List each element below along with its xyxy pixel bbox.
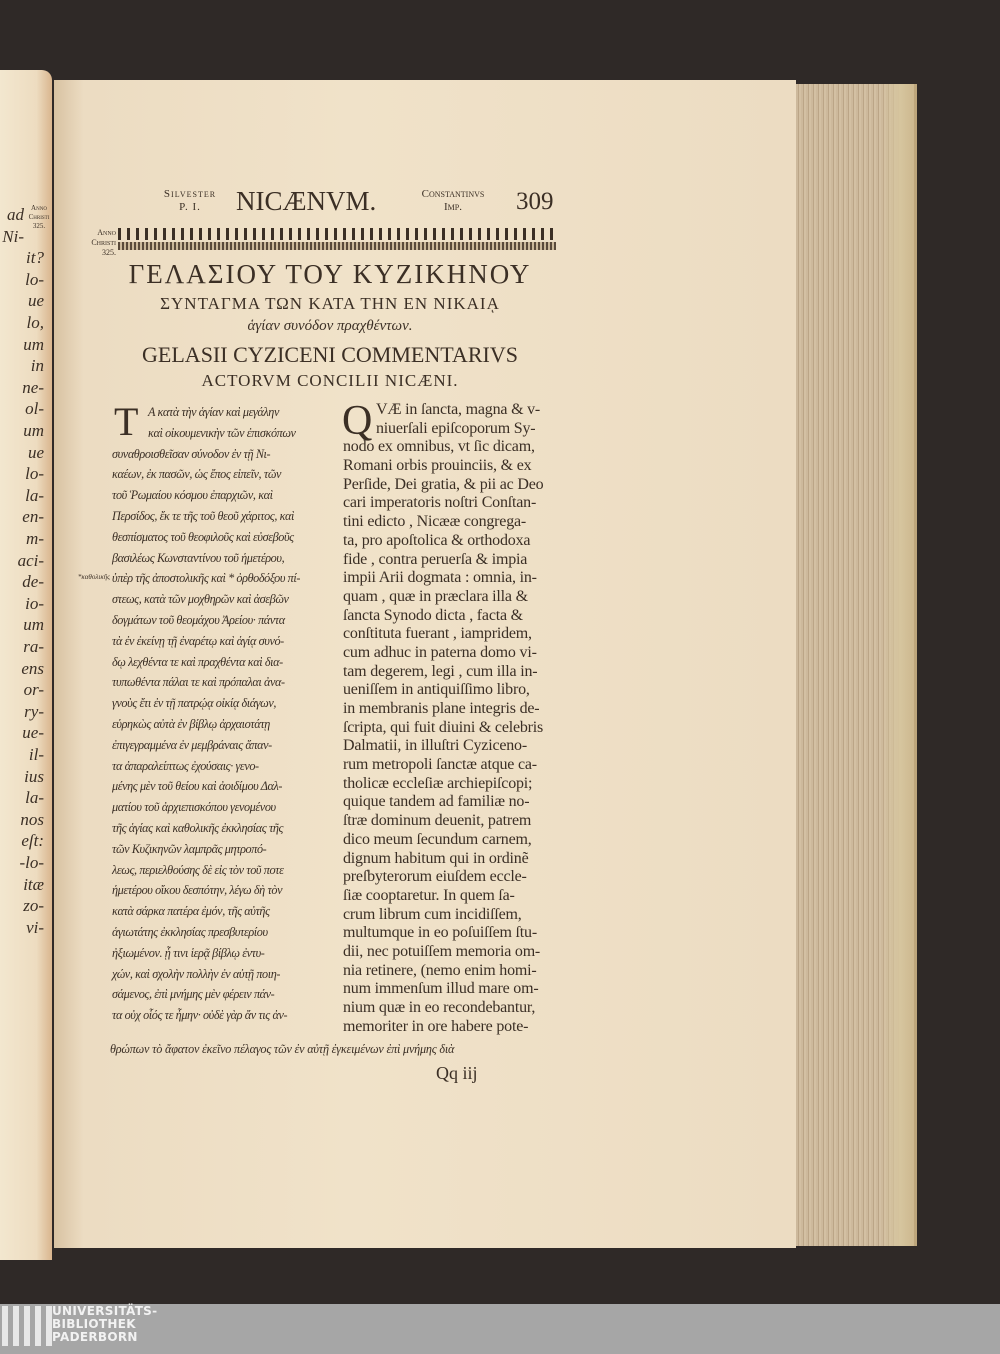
left-page-fragment: ius: [24, 766, 44, 786]
latin-text-line: dignum habitum qui in ordinẽ: [343, 849, 529, 867]
greek-text-line: δῳ λεχθέντα τε καὶ πραχθέντα καὶ δια-: [112, 654, 283, 669]
latin-text-line: nium quæ in eo recondebantur,: [343, 999, 536, 1016]
latin-text-line: Dalmatii, in illuſtri Cyziceno-: [343, 737, 527, 755]
left-page-fragment: Ni-: [2, 226, 24, 246]
page-number: 309: [516, 188, 554, 215]
left-page-fragment: de-: [22, 572, 44, 592]
running-head-title: NICÆNVM.: [236, 186, 377, 216]
latin-text-line: impii Arii dogmata : omnia, in-: [343, 569, 537, 587]
greek-margin-note: *καθολικῆς: [77, 573, 110, 581]
greek-text-column: [112, 399, 340, 1026]
anno-label: Anno: [31, 204, 47, 212]
library-logo-icon: [2, 1306, 52, 1350]
latin-text-line: Perſide, Dei gratia, & pii ac Deo: [343, 475, 544, 493]
greek-text-line: λεως, περιελθούσης δὲ εἰς τὸν τοῦ ποτε: [112, 862, 284, 877]
anno-christi-note: [56, 228, 116, 258]
latin-text-line: dico meum ſecundum carnem,: [343, 830, 532, 848]
latin-text-line: ſtræ dominum deuenit, patrem: [343, 812, 532, 830]
left-page-anno-christi: [26, 204, 52, 231]
latin-text-line: tholicæ eccleſiæ archiepiſcopi;: [343, 774, 533, 792]
left-page-fragment: vi-: [26, 917, 44, 937]
greek-text-line: καέων, ἐκ πασῶν, ὡς ἔπος εἰπεῖν, τῶν: [112, 467, 282, 482]
left-page-fragment: ue: [27, 442, 44, 462]
left-page-fragment: ra-: [23, 637, 44, 656]
left-page-fragment: m-: [26, 529, 44, 548]
left-page-fragment: en-: [22, 507, 44, 527]
logo-line-2: BIBLIOTHEK: [52, 1317, 136, 1331]
latin-title-line-2: ACTORVM CONCILII NICÆNI.: [201, 371, 459, 390]
left-page-fragment: ens: [21, 658, 44, 678]
left-page-fragment: eſt:: [21, 831, 44, 851]
greek-text-line: ἡμετέρου οἴκου δεσπότην, λέγω δὴ τὸν: [112, 883, 283, 898]
greek-title-line-1: ΓΕΛΑΣΙΟΥ ΤΟΥ ΚΥΖΙΚΗΝΟΥ: [128, 259, 532, 289]
left-page-fragment: lo,: [26, 313, 44, 332]
latin-text-line: fide , contra peruerſa & impia: [343, 550, 528, 568]
latin-text-line: num immenſum illud mare om-: [343, 980, 539, 998]
latin-text-line: preſbyterorum eiuſdem eccle-: [343, 868, 527, 886]
greek-text-line: χών, καὶ σχολὴν πολλὴν ἐν αὐτῇ ποιη-: [112, 966, 281, 981]
greek-text-line: ὑπὲρ τῆς ἀποστολικῆς καὶ * ὀρθοδόξου πί-: [112, 571, 301, 586]
left-page-fragment: nos: [20, 809, 44, 829]
left-page-fragment: io-: [25, 593, 44, 613]
latin-text-line: rum metropoli ſanctæ atque ca-: [343, 756, 537, 774]
christi-label: Christi: [28, 213, 50, 221]
latin-text-line: crum librum cum incidiſſem,: [343, 905, 522, 923]
latin-text-line: tini edicto , Nicææ congrega-: [343, 513, 527, 531]
running-head-emperor: Constantinvs: [421, 188, 485, 200]
latin-text-line: multumque in eo poſuiſſem ſtu-: [343, 924, 537, 942]
logo-line-1: UNIVERSITÄTS-: [52, 1304, 158, 1318]
decorative-ornament-band: [118, 228, 556, 250]
library-logo-text: [52, 1305, 157, 1344]
latin-text-line: ſiæ cooptaretur. In quem ſa-: [343, 886, 515, 904]
left-page-fragment: or-: [23, 680, 44, 700]
left-page-fragment: in: [30, 356, 44, 376]
latin-text-line: VÆ in ſancta, magna & v-: [376, 401, 541, 418]
latin-text-line: ueniſſem in antiquiſſimo libro,: [343, 681, 530, 699]
latin-text-line: tam degerem, legi , cum illa in-: [343, 662, 538, 680]
greek-text-line: τυπωθέντα πάλαι τε καὶ πρόπαλαι ἀνα-: [112, 675, 285, 690]
latin-text-line: ta, pro apoſtolica & orthodoxa: [343, 531, 531, 549]
greek-last-line: θρώπων τὸ ἄφατον ἐκεῖνο πέλαγος τῶν ἐν αὐτῇ ἐγκειμένων ἐπὶ μνήμης διὰ: [110, 1042, 455, 1056]
greek-text-line: στεως, κατὰ τῶν μοχθηρῶν καὶ ἀσεβῶν: [112, 592, 289, 607]
greek-text-line: σάμενος, ἐπὶ μνήμης μὲν φέρειν πάν-: [112, 987, 275, 1002]
left-page-fragment: lo-: [25, 269, 44, 289]
greek-text-line: τῶν Κυζικηνῶν λαμπρᾶς μητροπό-: [112, 841, 267, 856]
running-head-pope: Silvester: [163, 188, 217, 200]
left-page-fragment: ad: [7, 205, 24, 224]
left-page-fragment: it?: [26, 248, 44, 268]
greek-text-line: ἐπιγεγραμμένα ἐν μεμβράναις ἅπαν-: [112, 737, 272, 752]
running-head-right: [400, 188, 506, 214]
latin-text-line: dii, nec potuiſſem memoria om-: [343, 942, 541, 960]
left-page-fragment: ne-: [22, 377, 44, 397]
left-page-fragment: il-: [28, 745, 44, 764]
greek-text-line: τὰ ἐν ἐκείνῃ τῇ ἐναρέτῳ καὶ ἁγίᾳ συνό-: [112, 633, 284, 648]
latin-text-line: niuerſali epiſcoporum Sy-: [376, 419, 536, 437]
book-cover-edge: [880, 84, 914, 1246]
latin-drop-cap: Q: [342, 398, 373, 444]
signature-mark: Qq iij: [436, 1063, 478, 1083]
latin-text-line: nodo ex omnibus, vt ſic dicam,: [343, 438, 535, 456]
left-page-fragment: ry-: [24, 701, 44, 721]
left-page-fragment: ol-: [25, 399, 44, 419]
greek-text-line: μένης μὲν τοῦ θείου καὶ ἀοιδίμου Δαλ-: [112, 779, 283, 794]
greek-text-line: ἠξιωμένον. ᾗ τινι ἱερᾷ βίβλῳ ἐντυ-: [112, 945, 265, 960]
latin-text-column: [342, 398, 558, 1036]
latin-title-line-1: GELASII CYZICENI COMMENTARIVS: [142, 342, 518, 367]
left-page-fragment: ue: [27, 291, 44, 311]
left-page-fragment: itæ: [23, 874, 44, 894]
greek-text-line: τα ἀπαραλείπτως ἐχούσαις· γενο-: [112, 758, 259, 773]
greek-text-line: καὶ οἰκουμενικὴν τῶν ἐπισκόπων: [148, 425, 296, 440]
left-page-fragment: -lo-: [19, 853, 44, 872]
left-page-fragment: lo-: [25, 464, 44, 484]
left-page-fragment: ue-: [22, 723, 44, 743]
left-page-fragment: la-: [25, 788, 44, 808]
anno-label: Anno: [97, 228, 116, 237]
greek-text-line: Α κατὰ τὴν ἁγίαν καὶ μεγάλην: [148, 405, 279, 419]
christi-label: Christi: [91, 238, 116, 247]
greek-text-line: κατὰ σάρκα πατέρα ἐμόν, τῆς αὐτῆς: [112, 904, 270, 919]
logo-line-3: PADERBORN: [52, 1330, 138, 1344]
latin-text-line: memoriter in ore habere pote-: [343, 1017, 529, 1035]
year-label: 325.: [102, 248, 116, 257]
left-page-fragment: um: [23, 334, 44, 354]
greek-text-line: βασιλέως Κωνσταντίνου τοῦ ἡμετέρου,: [112, 550, 285, 565]
greek-text-line: ματίου τοῦ ἀρχιεπισκόπου γενομένου: [112, 800, 276, 815]
left-page-fragment: la-: [25, 485, 44, 505]
greek-text-line: τοῦ Ῥωμαίου κόσμου ἐπαρχιῶν, καὶ: [112, 488, 273, 503]
greek-text-line: θεσπίσματος τοῦ θεοφιλοῦς καὶ εὐσεβοῦς: [112, 529, 294, 544]
left-page-fragment: um: [23, 421, 44, 440]
greek-title-line-3: ἁγίαν συνόδον πραχθέντων.: [247, 318, 413, 334]
running-head-left: [150, 188, 230, 214]
left-page-fragment: zo-: [23, 896, 44, 916]
left-page-fragment: aci-: [17, 550, 44, 570]
latin-text-line: ſancta Synodo dicta , facta &: [343, 606, 523, 624]
latin-text-line: quam , quæ in præclara illa &: [343, 587, 528, 605]
latin-text-line: ſcripta, qui fuit diuini & celebris: [343, 718, 544, 736]
greek-text-line: τα οὐχ οἷός τε ἦμην· οὐδὲ γὰρ ἄν τις ἀν-: [112, 1008, 288, 1023]
greek-text-line: συναθροισθεῖσαν σύνοδον ἐν τῇ Νι-: [112, 446, 271, 461]
latin-text-line: nia retinere, (nemo enim homi-: [343, 961, 537, 979]
greek-title-line-2: ΣΥΝΤΑΓΜΑ ΤΩΝ ΚΑΤΑ ΤΗΝ ΕΝ ΝΙΚΑΙᾼ: [160, 294, 500, 313]
greek-text-line: τῆς ἁγίας καὶ καθολικῆς ἐκκλησίας τῆς: [112, 820, 284, 835]
greek-text-line: Περσίδος, ἔκ τε τῆς τοῦ θεοῦ χάριτος, καὶ: [112, 508, 295, 523]
latin-text-line: cum adhuc in paterna domo vi-: [343, 643, 537, 661]
latin-text-line: cari imperatoris noſtri Conſtan-: [343, 494, 537, 512]
latin-text-line: quique tandem ad familiæ no-: [343, 793, 530, 811]
latin-text-line: Romani orbis prouinciis, & ex: [343, 457, 532, 475]
running-head-emperor-title: Imp.: [444, 201, 462, 213]
greek-drop-cap: Τ: [114, 399, 139, 444]
greek-text-line: δογμάτων τοῦ θεομάχου Ἀρείου· πάντα: [112, 612, 285, 627]
greek-text-line: εὑρηκὼς αὐτὰ ἐν βίβλῳ ἀρχαιοτάτῃ: [112, 716, 270, 731]
running-head-pope-number: P. I.: [179, 201, 201, 213]
latin-text-line: in membranis plane integris de-: [343, 700, 540, 717]
latin-text-line: conſtituta fuerant , iampridem,: [343, 625, 532, 643]
greek-text-line: γνοὺς ἔτι ἐν τῇ πατρῴᾳ οἰκίᾳ διάγων,: [112, 696, 277, 711]
greek-text-line: ἁγιωτάτης ἐκκλησίας πρεσβυτερίου: [112, 924, 268, 939]
left-page-fragment: um: [23, 615, 44, 635]
year-label: 325.: [32, 222, 46, 230]
